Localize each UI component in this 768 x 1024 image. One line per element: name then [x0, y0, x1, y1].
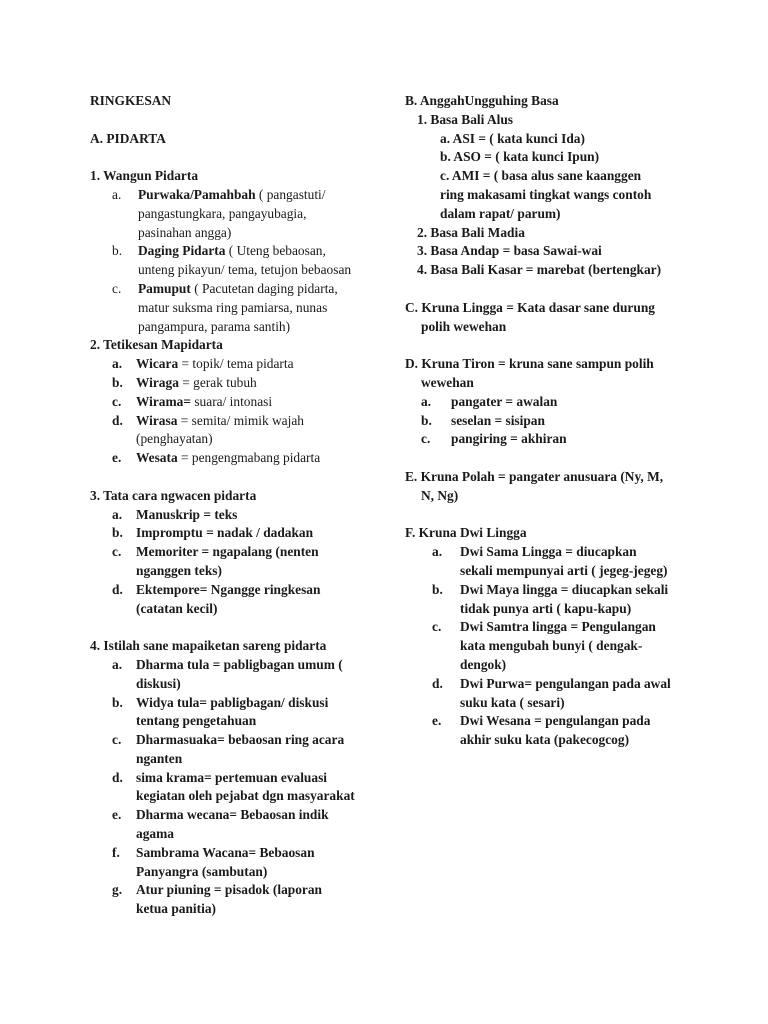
item-text-cont: diskusi) — [136, 675, 181, 691]
section-a-heading: A. PIDARTA — [90, 130, 166, 146]
list-item — [90, 581, 390, 619]
item-text-cont: sekali mempunyai arti ( jegeg-jegeg) — [460, 562, 668, 578]
madia-line: 2. Basa Bali Madia — [417, 224, 525, 240]
list-item — [90, 543, 390, 581]
list-item — [90, 186, 390, 242]
list-marker: e. — [112, 807, 122, 823]
andap-line: 3. Basa Andap = basa Sawai-wai — [417, 243, 602, 259]
item-text-cont: suku kata ( sesari) — [460, 694, 565, 710]
term: Wesata — [136, 450, 178, 466]
document-title: RINGKESAN — [90, 93, 172, 108]
section-d-line: D. Kruna Tiron = kruna sane sampun polih — [405, 356, 654, 372]
list-item — [90, 524, 390, 543]
list-marker: a. — [432, 544, 443, 560]
item-text-cont: kata mengubah bunyi ( dengak- — [460, 638, 643, 654]
definition-cont: pangastungkara, pangayubagia, — [138, 205, 307, 221]
term: Daging Pidarta — [138, 243, 226, 259]
section-c-line-cont: polih wewehan — [421, 318, 507, 334]
definition: ( Uteng bebaosan, — [225, 243, 326, 259]
item-text-cont: akhir suku kata (pakecogcog) — [460, 732, 630, 748]
list-item — [90, 393, 390, 412]
item-text: Dwi Samtra lingga = Pengulangan — [460, 619, 656, 635]
list-marker: e. — [432, 713, 442, 729]
item-text: Widya tula= pabligbagan/ diskusi — [136, 694, 329, 710]
list-item — [405, 581, 705, 619]
list-marker: c. — [421, 431, 431, 447]
list-marker: a. — [421, 393, 432, 409]
section-c-line: C. Kruna Lingga = Kata dasar sane durung — [405, 299, 655, 315]
item-text-cont: tentang pengetahuan — [136, 713, 257, 729]
definition: = topik/ tema pidarta — [178, 356, 294, 372]
item-text: Ektempore= Ngangge ringkesan — [136, 581, 321, 597]
definition-cont: pangampura, parama santih) — [138, 318, 291, 334]
item-text: Dwi Purwa= pengulangan pada awal — [460, 675, 671, 691]
item-text: Dharmasuaka= bebaosan ring acara — [136, 732, 345, 748]
term: Wicara — [136, 356, 179, 372]
list-item — [90, 806, 390, 844]
tetikesan-heading: 2. Tetikesan Mapidarta — [90, 337, 223, 353]
section-f-heading: F. Kruna Dwi Lingga — [405, 525, 527, 541]
list-item — [90, 844, 390, 882]
item-text-cont: agama — [136, 826, 174, 842]
list-marker: a. — [112, 356, 123, 372]
item-text-cont: ketua panitia) — [136, 901, 216, 917]
item-text-cont: Panyangra (sambutan) — [136, 863, 268, 879]
item-text-cont: dengok) — [460, 656, 507, 672]
item-text: Manuskrip = teks — [136, 506, 238, 522]
list-item — [90, 769, 390, 807]
list-marker: f. — [112, 844, 120, 860]
list-item — [90, 449, 390, 468]
list-item — [90, 412, 390, 450]
definition: = semita/ mimik wajah — [177, 412, 304, 428]
list-marker: c. — [112, 393, 122, 409]
item-text: pangiring = akhiran — [451, 431, 567, 447]
list-marker: b. — [112, 525, 123, 541]
term: Wiraga — [136, 374, 179, 390]
list-marker: c. — [112, 732, 122, 748]
alus-item: b. ASO = ( kata kunci Ipun) — [440, 149, 600, 165]
list-marker: d. — [432, 675, 443, 691]
item-text: Impromptu = nadak / dadakan — [136, 525, 314, 541]
istilah-heading: 4. Istilah sane mapaiketan sareng pidarta — [90, 638, 327, 654]
list-marker: a. — [112, 186, 122, 202]
alus-item-cont: ring makasami tingkat wangs contoh — [440, 186, 652, 202]
list-marker: c. — [112, 280, 122, 296]
item-text: Dwi Maya lingga = diucapkan sekali — [460, 581, 669, 597]
item-text: Dwi Wesana = pengulangan pada — [460, 713, 651, 729]
list-item — [90, 374, 390, 393]
definition: ( Pacutetan daging pidarta, — [190, 280, 338, 296]
item-text: pangater = awalan — [451, 393, 558, 409]
section-d-line-cont: wewehan — [421, 374, 474, 390]
list-item — [405, 675, 705, 713]
alus-heading: 1. Basa Bali Alus — [417, 111, 513, 127]
list-item — [405, 430, 705, 449]
list-item — [90, 694, 390, 732]
list-item — [405, 618, 705, 674]
list-marker: d. — [112, 581, 123, 597]
list-marker: a. — [112, 506, 123, 522]
list-marker: e. — [112, 450, 122, 466]
item-text: Memoriter = ngapalang (nenten — [136, 544, 319, 560]
term: Wirasa — [136, 412, 178, 428]
alus-item-cont: dalam rapat/ parum) — [440, 205, 561, 221]
list-item — [90, 506, 390, 525]
list-item — [90, 280, 390, 336]
item-text-cont: tidak punya arti ( kapu-kapu) — [460, 600, 632, 616]
item-text: Atur piuning = pisadok (laporan — [136, 882, 322, 898]
list-item — [90, 242, 390, 280]
list-marker: b. — [112, 694, 123, 710]
item-text: Dharma tula = pabligbagan umum ( — [136, 656, 343, 672]
definition-cont: (penghayatan) — [136, 431, 213, 447]
wangun-heading: 1. Wangun Pidarta — [90, 168, 199, 184]
item-text-cont: nganten — [136, 750, 183, 766]
definition-cont: unteng pikayun/ tema, tetujon bebaosan — [138, 262, 352, 278]
list-marker: c. — [432, 619, 442, 635]
list-marker: b. — [432, 581, 443, 597]
list-item — [90, 731, 390, 769]
item-text: Dharma wecana= Bebaosan indik — [136, 807, 329, 823]
kasar-line: 4. Basa Bali Kasar = marebat (bertengkar) — [417, 262, 662, 278]
section-e-line: E. Kruna Polah = pangater anusuara (Ny, M, — [405, 468, 664, 484]
item-text: Sambrama Wacana= Bebaosan — [136, 844, 315, 860]
definition-cont: pasinahan angga) — [138, 224, 232, 240]
item-text: Dwi Sama Lingga = diucapkan — [460, 544, 637, 560]
alus-item: c. AMI = ( basa alus sane kaanggen — [440, 168, 642, 184]
item-text-cont: kegiatan oleh pejabat dgn masyarakat — [136, 788, 355, 804]
list-item — [405, 393, 705, 412]
left-column — [90, 92, 390, 919]
term: Pamuput — [138, 280, 191, 296]
list-marker: b. — [112, 243, 123, 259]
list-marker: b. — [112, 374, 123, 390]
list-marker: a. — [112, 656, 123, 672]
item-text-cont: nganggen teks) — [136, 562, 222, 578]
list-marker: d. — [112, 769, 123, 785]
list-marker: g. — [112, 882, 123, 898]
definition: = pengengmabang pidarta — [177, 450, 321, 466]
definition: ( pangastuti/ — [255, 186, 326, 202]
list-marker: b. — [421, 412, 432, 428]
term: Wirama= — [136, 393, 191, 409]
alus-item: a. ASI = ( kata kunci Ida) — [440, 130, 585, 146]
list-marker: c. — [112, 544, 122, 560]
list-item — [405, 412, 705, 431]
term: Purwaka/Pamahbah — [138, 186, 256, 202]
section-b-heading: B. AnggahUngguhing Basa — [405, 93, 559, 108]
list-item — [405, 712, 705, 750]
item-text: seselan = sisipan — [451, 412, 545, 428]
right-column — [405, 92, 705, 750]
list-item — [90, 881, 390, 919]
item-text: sima krama= pertemuan evaluasi — [136, 769, 327, 785]
section-e-line-cont: N, Ng) — [421, 487, 459, 503]
list-item — [90, 355, 390, 374]
list-item — [405, 543, 705, 581]
definition: = gerak tubuh — [178, 374, 257, 390]
list-item — [90, 656, 390, 694]
definition-cont: matur suksma ring pamiarsa, nunas — [138, 299, 328, 315]
item-text-cont: (catatan kecil) — [136, 600, 218, 616]
list-marker: d. — [112, 412, 123, 428]
tatacara-heading: 3. Tata cara ngwacen pidarta — [90, 487, 257, 503]
definition: suara/ intonasi — [191, 393, 273, 409]
